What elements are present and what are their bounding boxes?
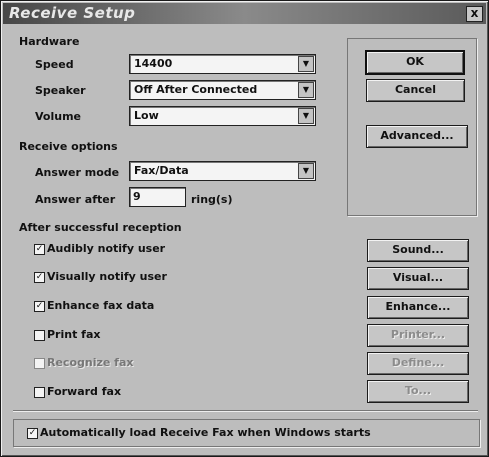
cancel-button[interactable]: Cancel bbox=[366, 79, 465, 102]
printer-button: Printer... bbox=[367, 324, 469, 347]
volume-label: Volume bbox=[35, 110, 81, 123]
autoload-checkbox[interactable]: ✓ bbox=[28, 428, 37, 438]
window-title: Receive Setup bbox=[9, 4, 136, 22]
chevron-down-icon[interactable]: ▼ bbox=[298, 108, 314, 124]
forward-fax-label[interactable]: Forward fax bbox=[47, 385, 122, 398]
speaker-label: Speaker bbox=[35, 84, 86, 97]
answer-after-field[interactable] bbox=[129, 187, 186, 207]
chevron-down-icon[interactable]: ▼ bbox=[298, 163, 314, 179]
volume-dropdown[interactable] bbox=[129, 106, 316, 126]
print-fax-label[interactable]: Print fax bbox=[47, 328, 101, 341]
after-reception-heading: After successful reception bbox=[19, 221, 182, 234]
speaker-dropdown[interactable] bbox=[129, 80, 316, 100]
answer-mode-value: Fax/Data bbox=[134, 164, 189, 177]
forward-fax-checkbox[interactable] bbox=[34, 387, 45, 398]
answer-after-value: 9 bbox=[133, 190, 141, 203]
recognize-fax-checkbox bbox=[34, 358, 45, 369]
visually-notify-label[interactable]: Visually notify user bbox=[47, 270, 167, 283]
chevron-down-icon[interactable]: ▼ bbox=[298, 82, 314, 98]
autoload-label[interactable]: Automatically load Receive Fax when Windows starts bbox=[40, 426, 371, 439]
audibly-notify-checkbox[interactable]: ✓ bbox=[35, 244, 44, 254]
advanced-button[interactable]: Advanced... bbox=[366, 125, 468, 148]
print-fax-checkbox[interactable] bbox=[34, 330, 45, 341]
ok-button[interactable]: OK bbox=[365, 50, 465, 75]
speed-label: Speed bbox=[35, 58, 74, 71]
answer-mode-label: Answer mode bbox=[35, 166, 120, 179]
sound-button[interactable]: Sound... bbox=[367, 239, 469, 262]
speed-value: 14400 bbox=[134, 57, 173, 70]
hardware-heading: Hardware bbox=[19, 35, 80, 48]
answer-mode-dropdown[interactable] bbox=[129, 161, 316, 181]
enhance-button[interactable]: Enhance... bbox=[367, 296, 469, 319]
visual-button[interactable]: Visual... bbox=[367, 267, 469, 290]
title-bar[interactable] bbox=[3, 3, 486, 24]
enhance-fax-checkbox[interactable]: ✓ bbox=[35, 301, 44, 311]
volume-value: Low bbox=[134, 109, 159, 122]
enhance-fax-label[interactable]: Enhance fax data bbox=[47, 299, 155, 312]
recognize-fax-label: Recognize fax bbox=[47, 356, 134, 369]
speed-dropdown[interactable] bbox=[129, 54, 316, 74]
rings-label: ring(s) bbox=[191, 193, 233, 206]
answer-after-label: Answer after bbox=[35, 193, 116, 206]
chevron-down-icon[interactable]: ▼ bbox=[298, 56, 314, 72]
visually-notify-checkbox[interactable]: ✓ bbox=[35, 272, 44, 282]
audibly-notify-label[interactable]: Audibly notify user bbox=[47, 242, 166, 255]
define-button: Define... bbox=[367, 352, 469, 375]
footer-separator bbox=[13, 410, 478, 412]
receive-options-heading: Receive options bbox=[19, 140, 118, 153]
to-button: To... bbox=[367, 380, 469, 403]
speaker-value: Off After Connected bbox=[134, 83, 258, 96]
close-icon[interactable]: x bbox=[466, 6, 483, 22]
